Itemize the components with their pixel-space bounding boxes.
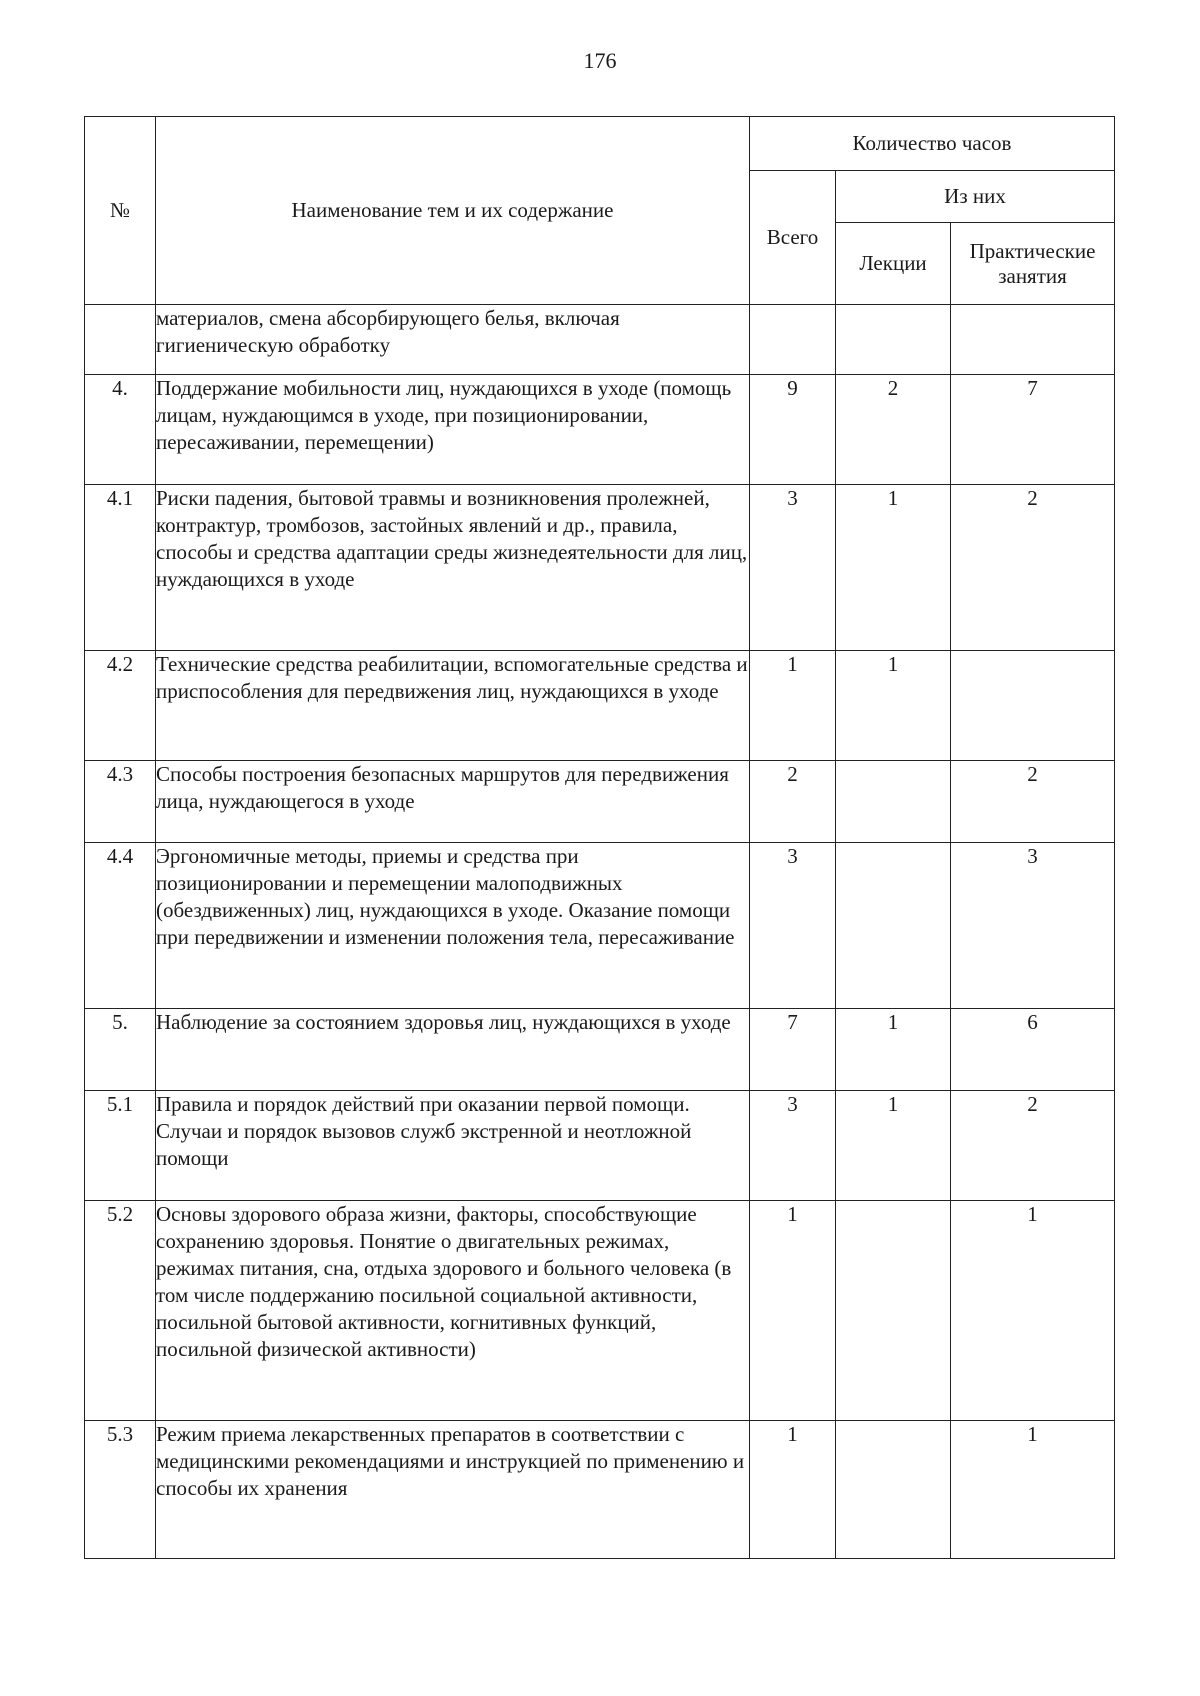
- table-row: [85, 843, 1115, 1009]
- row-total: 7: [750, 1009, 836, 1091]
- row-practice: 2: [951, 1091, 1115, 1201]
- header-topic: Наименование тем и их содержание: [156, 117, 750, 305]
- row-topic: Эргономичные методы, приемы и средства при позиционировании и перемещении малоподвижных (обездвиженных) лиц, нуждающихся в уходе. Оказание помощи при передвижении и изменении положения тела, пересаживание: [156, 843, 750, 1009]
- row-lectures: 1: [836, 1091, 951, 1201]
- table-row: [85, 375, 1115, 485]
- row-number: 4.3: [85, 761, 156, 843]
- row-total: 9: [750, 375, 836, 485]
- row-practice: 3: [951, 843, 1115, 1009]
- row-total: 1: [750, 1421, 836, 1559]
- header-practice-line2: занятия: [998, 263, 1067, 288]
- row-topic: Риски падения, бытовой травмы и возникновения пролежней, контрактур, тромбозов, застойных явлений и др., правила, способы и средства адаптации среды жизнедеятельности для лиц, нуждающихся в уходе: [156, 485, 750, 651]
- row-topic: материалов, смена абсорбирующего белья, включая гигиеническую обработку: [156, 305, 750, 375]
- header-num: №: [85, 117, 156, 305]
- row-topic: Способы построения безопасных маршрутов для передвижения лица, нуждающегося в уходе: [156, 761, 750, 843]
- row-total: 1: [750, 651, 836, 761]
- row-number: 4.2: [85, 651, 156, 761]
- header-of-them: Из них: [836, 171, 1115, 223]
- table-body: [85, 305, 1115, 1559]
- header-practice: [951, 223, 1115, 305]
- row-practice: 2: [951, 761, 1115, 843]
- table-row: [85, 485, 1115, 651]
- row-topic: Правила и порядок действий при оказании первой помощи. Случаи и порядок вызовов служб экстренной и неотложной помощи: [156, 1091, 750, 1201]
- row-topic: Основы здорового образа жизни, факторы, способствующие сохранению здоровья. Понятие о двигательных режимах, режимах питания, сна, отдыха здорового и больного человека (в том числе поддержанию посильной социальной активности, посильной бытовой активности, когнитивных функций, посильной физической активности): [156, 1201, 750, 1421]
- row-number: 5.: [85, 1009, 156, 1091]
- row-practice: 2: [951, 485, 1115, 651]
- row-number: 5.3: [85, 1421, 156, 1559]
- table-row: [85, 1201, 1115, 1421]
- row-number: 5.1: [85, 1091, 156, 1201]
- row-total: 1: [750, 1201, 836, 1421]
- row-lectures: 2: [836, 375, 951, 485]
- table-row: [85, 1091, 1115, 1201]
- row-practice: 1: [951, 1201, 1115, 1421]
- row-number: [85, 305, 156, 375]
- header-lectures: Лекции: [836, 223, 951, 305]
- row-topic: Технические средства реабилитации, вспомогательные средства и приспособления для передвижения лиц, нуждающихся в уходе: [156, 651, 750, 761]
- row-lectures: [836, 1421, 951, 1559]
- table-row: [85, 651, 1115, 761]
- row-practice: 7: [951, 375, 1115, 485]
- table-row: [85, 761, 1115, 843]
- row-practice: 6: [951, 1009, 1115, 1091]
- row-number: 4.1: [85, 485, 156, 651]
- row-total: [750, 305, 836, 375]
- row-lectures: 1: [836, 485, 951, 651]
- row-total: 2: [750, 761, 836, 843]
- row-total: 3: [750, 485, 836, 651]
- row-topic: Режим приема лекарственных препаратов в соответствии с медицинскими рекомендациями и инструкцией по применению и способы их хранения: [156, 1421, 750, 1559]
- row-total: 3: [750, 1091, 836, 1201]
- row-number: 4.: [85, 375, 156, 485]
- header-total: Всего: [750, 171, 836, 305]
- row-total: 3: [750, 843, 836, 1009]
- row-practice: [951, 305, 1115, 375]
- header-hours: Количество часов: [750, 117, 1115, 171]
- row-topic: Наблюдение за состоянием здоровья лиц, нуждающихся в уходе: [156, 1009, 750, 1091]
- row-lectures: 1: [836, 651, 951, 761]
- header-practice-line1: Практические: [969, 238, 1096, 263]
- page-number: 176: [583, 48, 617, 73]
- row-lectures: [836, 761, 951, 843]
- row-number: 5.2: [85, 1201, 156, 1421]
- row-lectures: [836, 1201, 951, 1421]
- row-topic: Поддержание мобильности лиц, нуждающихся в уходе (помощь лицам, нуждающимся в уходе, при позиционировании, пересаживании, перемещении): [156, 375, 750, 485]
- row-lectures: [836, 305, 951, 375]
- row-number: 4.4: [85, 843, 156, 1009]
- row-practice: [951, 651, 1115, 761]
- table-row: [85, 305, 1115, 375]
- row-lectures: [836, 843, 951, 1009]
- table-row: [85, 1009, 1115, 1091]
- row-practice: 1: [951, 1421, 1115, 1559]
- hours-table: [84, 116, 1115, 1559]
- table-row: [85, 1421, 1115, 1559]
- row-lectures: 1: [836, 1009, 951, 1091]
